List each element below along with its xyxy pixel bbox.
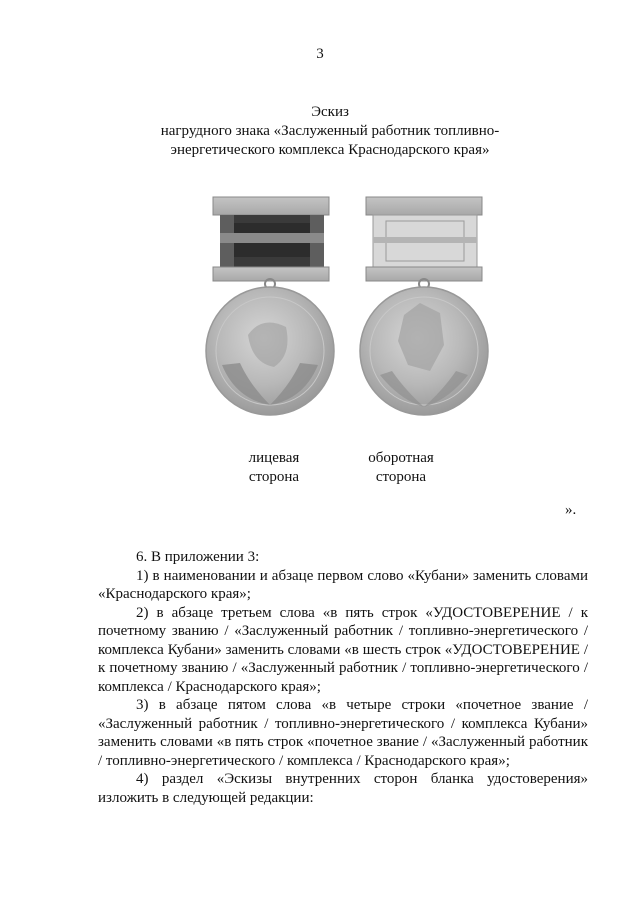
reverse-caption-line-1: оборотная xyxy=(368,450,434,466)
title-line-3: энергетического комплекса Краснодарского края» xyxy=(170,142,490,158)
title-line-2: нагрудного знака «Заслуженный работник топливно- xyxy=(160,123,500,139)
paragraph-sub-1: 1) в наименовании и абзаце первом слово «Кубани» заменить словами «Краснодарского края»; xyxy=(98,567,588,602)
paragraph-sub-2: 2) в абзаце третьем слова «в пять строк «УДОСТОВЕРЕНИЕ / к почетному званию / «Заслуженный работник / топливно-энергетического / комплекса Кубани» заменить словами «в шесть строк «УДОСТОВЕРЕНИЕ / к почетному званию / «Заслуженный работник / топливно-энергетического / комплекса / Краснодарского края»; xyxy=(98,604,588,695)
medal-sketch-figure xyxy=(0,185,640,455)
figure-title xyxy=(90,103,570,160)
paragraph-sub-4: 4) раздел «Эскизы внутренних сторон бланка удостоверения» изложить в следующей редакции: xyxy=(98,771,588,806)
medal-reverse xyxy=(360,197,488,415)
obverse-caption-line-1: лицевая xyxy=(248,450,300,466)
closing-quote: ». xyxy=(565,502,577,518)
title-line-1: Эскиз xyxy=(311,104,349,120)
reverse-caption-line-2: сторона xyxy=(375,469,427,485)
obverse-caption xyxy=(224,449,324,487)
paragraph-sub-3: 3) в абзаце пятом слова «в четыре строки «почетное звание / «Заслуженный работник / топливно-энергетического / комплекса Кубани» заменить словами «в пять строк «почетное звание / «Заслуженный работник / топливно-энергетического / комплекса / Краснодарского края»; xyxy=(98,697,588,769)
obverse-caption-line-2: сторона xyxy=(248,469,300,485)
reverse-caption xyxy=(346,449,456,487)
amendments-text xyxy=(98,548,588,807)
page-number: 3 xyxy=(316,46,324,62)
paragraph-item-6: 6. В приложении 3: xyxy=(136,549,260,565)
medal-obverse xyxy=(206,197,334,415)
